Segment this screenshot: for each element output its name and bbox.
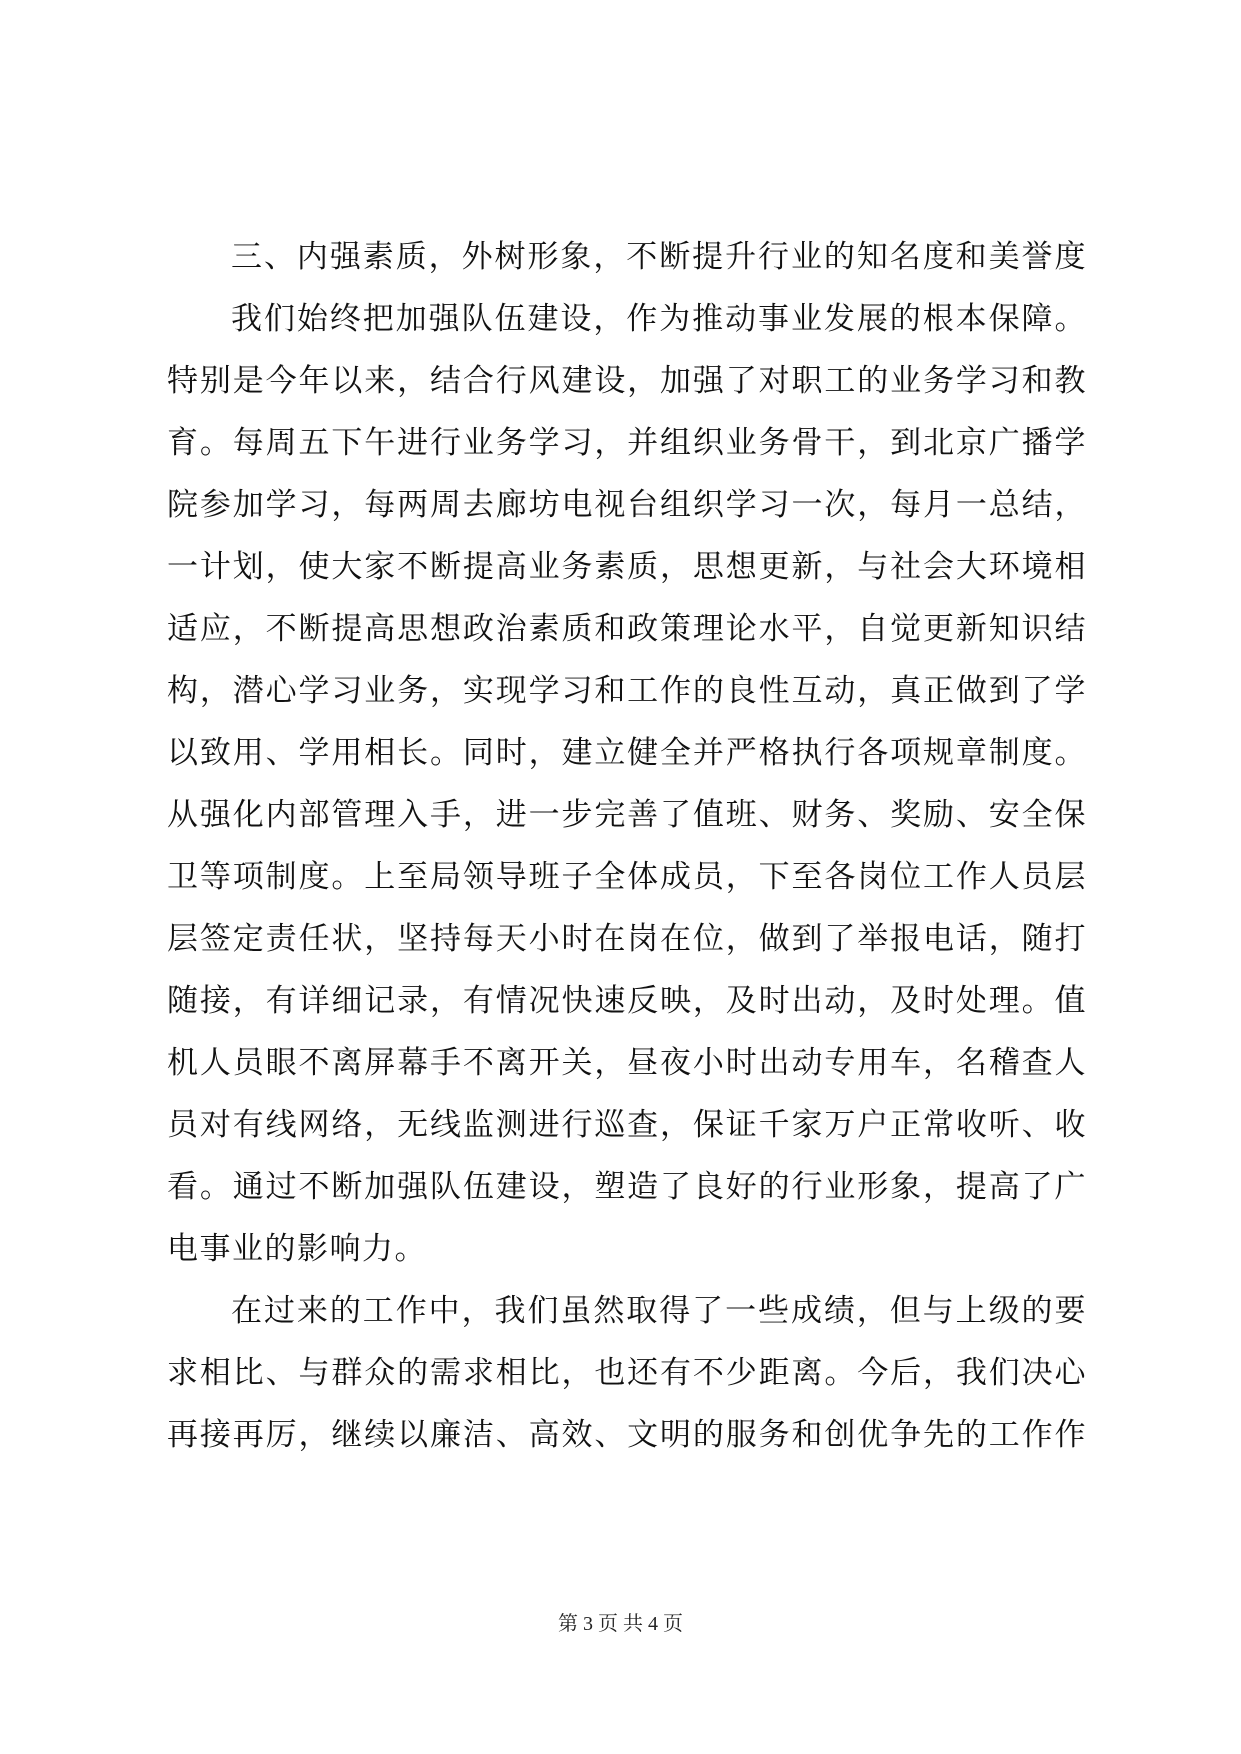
paragraph-line: 求相比、与群众的需求相比，也还有不少距离。今后，我们决心	[167, 1355, 1087, 1391]
paragraph-line: 电事业的影响力。	[167, 1231, 427, 1267]
paragraph-heading-line: 三、内强素质，外树形象，不断提升行业的知名度和美誉度	[231, 239, 1087, 275]
paragraph-line: 员对有线网络，无线监测进行巡查，保证千家万户正常收听、收	[167, 1107, 1087, 1143]
paragraph-line: 再接再厉，继续以廉洁、高效、文明的服务和创优争先的工作作	[167, 1417, 1087, 1453]
paragraph-line: 育。每周五下午进行业务学习，并组织业务骨干，到北京广播学	[167, 425, 1087, 461]
paragraph-line: 层签定责任状，坚持每天小时在岗在位，做到了举报电话，随打	[167, 921, 1087, 957]
paragraph-line: 卫等项制度。上至局领导班子全体成员，下至各岗位工作人员层	[167, 859, 1087, 895]
paragraph-line: 构，潜心学习业务，实现学习和工作的良性互动，真正做到了学	[167, 673, 1087, 709]
paragraph-line: 在过来的工作中，我们虽然取得了一些成绩，但与上级的要	[231, 1293, 1087, 1329]
paragraph-line: 随接，有详细记录，有情况快速反映，及时出动，及时处理。值	[167, 983, 1087, 1019]
paragraph-line: 一计划，使大家不断提高业务素质，思想更新，与社会大环境相	[167, 549, 1087, 585]
page-footer	[0, 1610, 1241, 1638]
page-number-label: 第 3 页 共 4 页	[558, 1613, 683, 1635]
paragraph-line: 我们始终把加强队伍建设，作为推动事业发展的根本保障。	[231, 301, 1087, 337]
paragraph-line: 机人员眼不离屏幕手不离开关，昼夜小时出动专用车，名稽查人	[167, 1045, 1087, 1081]
paragraph-line: 适应，不断提高思想政治素质和政策理论水平，自觉更新知识结	[167, 611, 1087, 647]
paragraph-line: 以致用、学用相长。同时，建立健全并严格执行各项规章制度。	[167, 735, 1087, 771]
paragraph-line: 特别是今年以来，结合行风建设，加强了对职工的业务学习和教	[167, 363, 1087, 399]
paragraph-line: 看。通过不断加强队伍建设，塑造了良好的行业形象，提高了广	[167, 1169, 1087, 1205]
document-body	[167, 226, 1087, 1466]
paragraph-line: 从强化内部管理入手，进一步完善了值班、财务、奖励、安全保	[167, 797, 1087, 833]
paragraph-line: 院参加学习，每两周去廊坊电视台组织学习一次，每月一总结，	[167, 487, 1087, 523]
